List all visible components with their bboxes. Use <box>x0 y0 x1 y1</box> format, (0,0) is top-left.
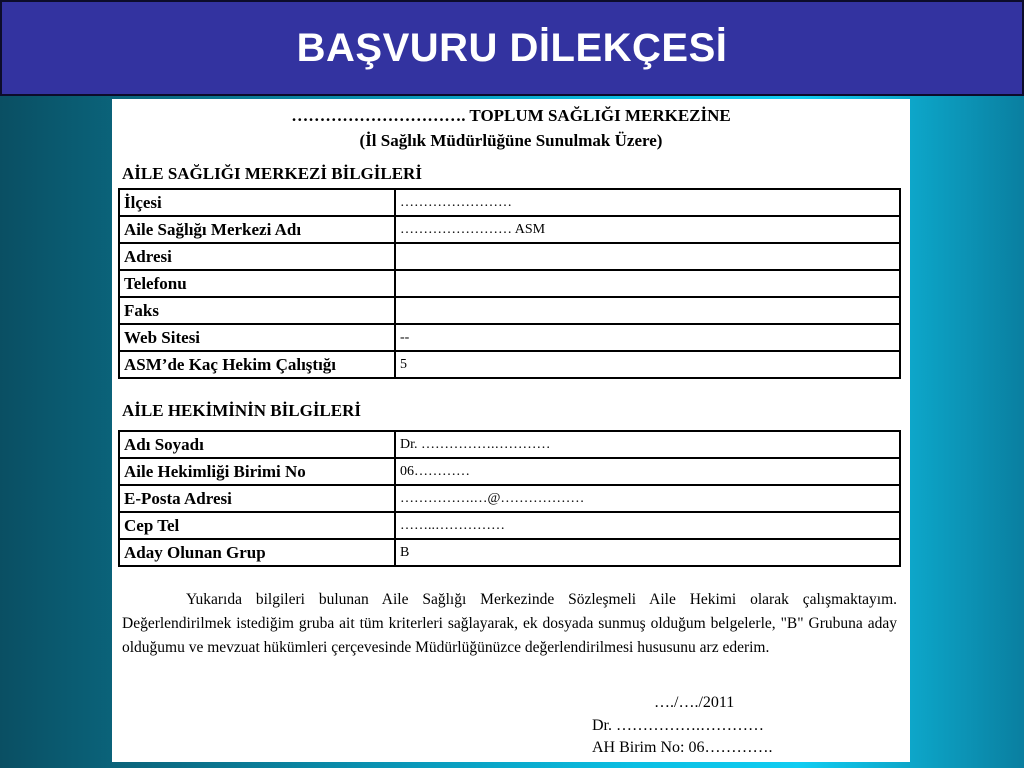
table-row <box>119 351 900 378</box>
signature-unit-number: AH Birim No: 06…………. <box>592 739 773 756</box>
row-label: Faks <box>119 297 395 324</box>
application-form-document <box>112 99 910 762</box>
row-label: Aile Sağlığı Merkezi Adı <box>119 216 395 243</box>
slide-title: BAŞVURU DİLEKÇESİ <box>296 25 728 70</box>
table-row <box>119 431 900 458</box>
signature-doctor: Dr. …………….………… <box>592 717 764 734</box>
row-label: İlçesi <box>119 189 395 216</box>
row-value: B <box>395 539 900 566</box>
row-value <box>395 297 900 324</box>
table-row <box>119 539 900 566</box>
row-label: E-Posta Adresi <box>119 485 395 512</box>
row-value <box>395 270 900 297</box>
table-row <box>119 458 900 485</box>
section-title-physician-info: AİLE HEKİMİNİN BİLGİLERİ <box>122 401 362 420</box>
row-value: …………….…@……………… <box>395 485 900 512</box>
row-value: ……..…………… <box>395 512 900 539</box>
document-heading-recipient: …………………………. TOPLUM SAĞLIĞI MERKEZİNE <box>291 106 731 125</box>
row-value: -- <box>395 324 900 351</box>
row-label: Adresi <box>119 243 395 270</box>
table-row <box>119 243 900 270</box>
signature-date: …./…./2011 <box>654 694 735 711</box>
slide-title-bar <box>0 0 1024 96</box>
row-value: …………………… <box>395 189 900 216</box>
row-label: Cep Tel <box>119 512 395 539</box>
row-value <box>395 243 900 270</box>
section-title-asm-info: AİLE SAĞLIĞI MERKEZİ BİLGİLERİ <box>122 164 422 183</box>
physician-info-table <box>118 430 901 567</box>
row-label: Aday Olunan Grup <box>119 539 395 566</box>
table-row <box>119 297 900 324</box>
row-value: Dr. …………….………… <box>395 431 900 458</box>
table-row <box>119 485 900 512</box>
request-paragraph: Yukarıda bilgileri bulunan Aile Sağlığı Merkezinde Sözleşmeli Aile Hekimi olarak çalışmaktayım. Değerlendirilmek istediğim gruba ait tüm kriterleri sağlayarak, ek dosyada sunmuş olduğum belgelerle, "B" Grubuna aday olduğumu ve mevzuat hükümleri çerçevesinde Müdürlüğünüzce değerlendirilmesi hususunu arz ederim. <box>122 591 897 656</box>
row-label: Telefonu <box>119 270 395 297</box>
asm-info-table <box>118 188 901 379</box>
table-row <box>119 216 900 243</box>
row-label: Aile Hekimliği Birimi No <box>119 458 395 485</box>
row-value: …………………… ASM <box>395 216 900 243</box>
table-row <box>119 324 900 351</box>
table-row <box>119 189 900 216</box>
row-label: ASM’de Kaç Hekim Çalıştığı <box>119 351 395 378</box>
row-label: Web Sitesi <box>119 324 395 351</box>
table-row <box>119 270 900 297</box>
table-row <box>119 512 900 539</box>
row-label: Adı Soyadı <box>119 431 395 458</box>
document-heading-subtitle: (İl Sağlık Müdürlüğüne Sunulmak Üzere) <box>359 131 663 150</box>
row-value: 06………… <box>395 458 900 485</box>
row-value: 5 <box>395 351 900 378</box>
